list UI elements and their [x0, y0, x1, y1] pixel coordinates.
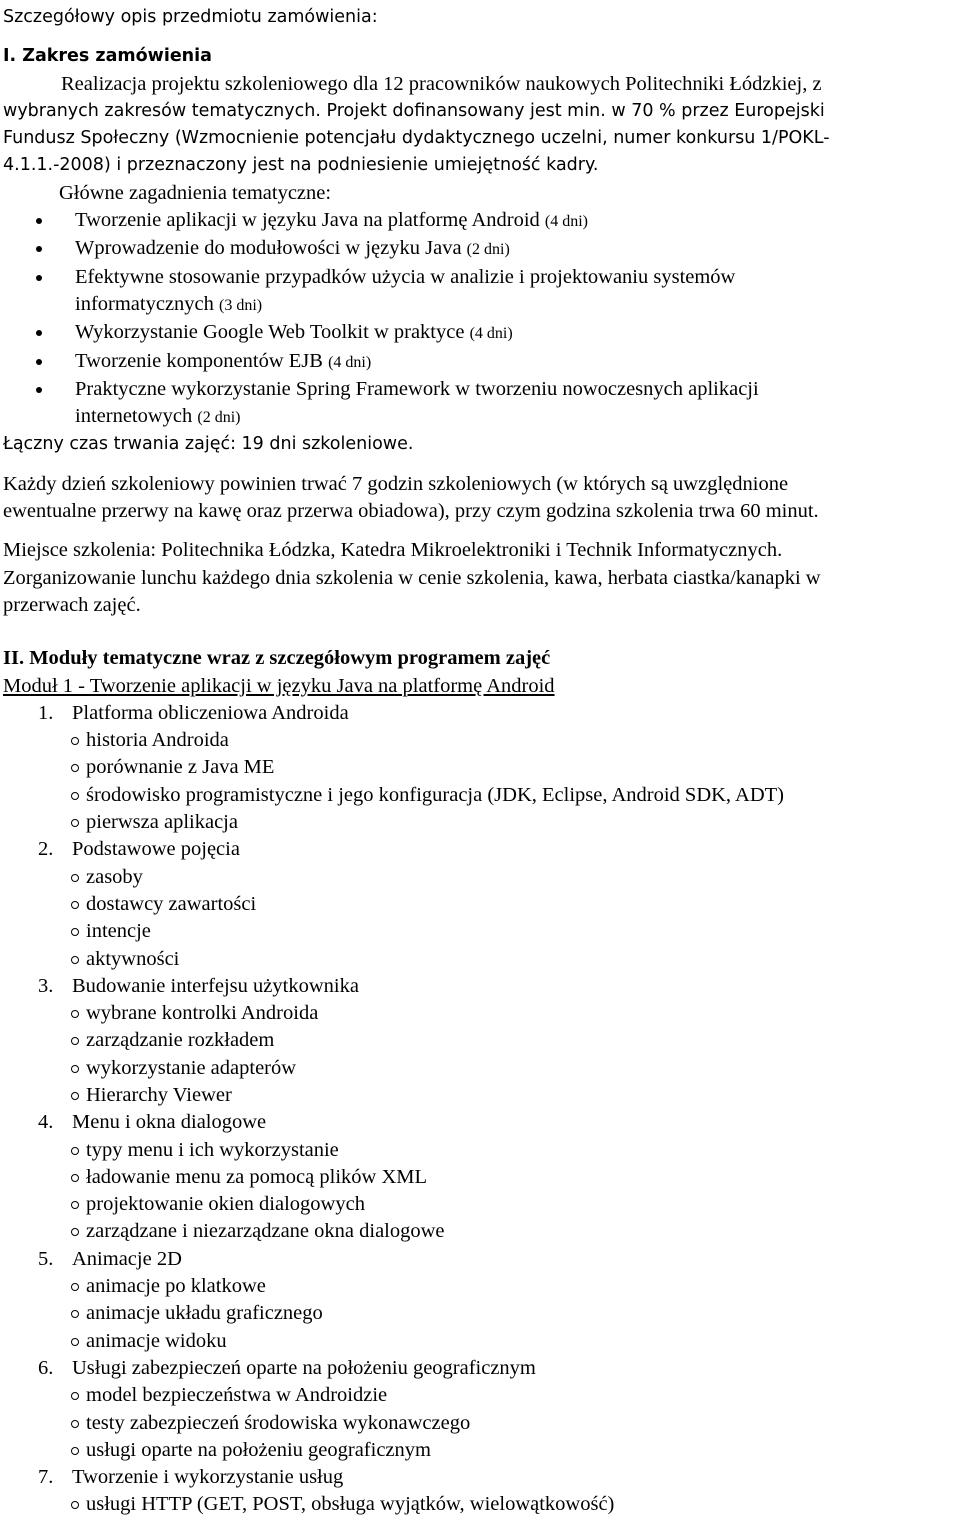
sub-item: zasoby: [3, 864, 957, 891]
intro-line: 4.1.1.-2008) i przeznaczony jest na podniesienie umiejętność kadry.: [3, 155, 599, 176]
sub-item: dostawcy zawartości: [3, 891, 957, 918]
sub-item: porównanie z Java ME: [3, 754, 957, 781]
module-program: [3, 700, 957, 1519]
sub-item: testy zabezpieczeń środowiska wykonawczego: [3, 1410, 957, 1437]
sub-item: aktywności: [3, 946, 957, 973]
sub-item: animacje układu graficznego: [3, 1300, 957, 1327]
list-item: Praktyczne wykorzystanie Spring Framework w tworzeniu nowoczesnych aplikacji internetowych (2 dni): [3, 376, 957, 432]
intro-line: wybranych zakresów tematycznych. Projekt dofinansowany jest min. w 70 % przez Europejski: [3, 100, 825, 121]
sub-item: intencje: [3, 918, 957, 945]
sub-item: animacje widoku: [3, 1328, 957, 1355]
sub-item: wybrane kontrolki Androida: [3, 1000, 957, 1027]
sub-item: ładowanie menu za pomocą plików XML: [3, 1164, 957, 1191]
list-item: Wykorzystanie Google Web Toolkit w praktyce (4 dni): [3, 319, 957, 347]
module-title: Moduł 1 - Tworzenie aplikacji w języku Java na platformę Android: [3, 674, 555, 697]
intro-line: Realizacja projektu szkoleniowego dla 12 pracowników naukowych Politechniki Łódzkiej, z: [61, 72, 822, 95]
sub-item: usługi HTTP (GET, POST, obsługa wyjątków, wielowątkowość): [3, 1491, 957, 1518]
list-item: Efektywne stosowanie przypadków użycia w analizie i projektowaniu systemów informatycznych (3 dni): [3, 264, 957, 320]
sub-item: typy menu i ich wykorzystanie: [3, 1137, 957, 1164]
numbered-item: 7. Tworzenie i wykorzystanie usług: [38, 1466, 344, 1489]
sub-item: Hierarchy Viewer: [3, 1082, 957, 1109]
sub-item: animacje po klatkowe: [3, 1273, 957, 1300]
section-2-title: II. Moduły tematyczne wraz z szczegółowym programem zajęć: [3, 647, 551, 670]
sub-item: wykorzystanie adapterów: [3, 1055, 957, 1082]
sub-item: projektowanie okien dialogowych: [3, 1191, 957, 1218]
sub-item: zarządzanie rozkładem: [3, 1027, 957, 1054]
location-paragraph: Miejsce szkolenia: Politechnika Łódzka, Katedra Mikroelektroniki i Technik Informatycznych. Zorganizowanie lunchu każdego dnia szkolenia w cenie szkolenia, kawa, herbata ciastka/kanapki w przerwach zajęć.: [3, 539, 821, 616]
numbered-item: 2. Podstawowe pojęcia: [38, 838, 240, 861]
total-duration: Łączny czas trwania zajęć: 19 dni szkoleniowe.: [3, 434, 414, 455]
list-item: Tworzenie aplikacji w języku Java na platformę Android (4 dni): [3, 207, 957, 235]
sub-item: usługi oparte na położeniu geograficznym: [3, 1437, 957, 1464]
sub-item: zarządzane i niezarządzane okna dialogowe: [3, 1218, 957, 1245]
numbered-item: 6. Usługi zabezpieczeń oparte na położeniu geograficznym: [38, 1356, 536, 1379]
list-item: Tworzenie komponentów EJB (4 dni): [3, 348, 957, 376]
topics-list: [3, 207, 957, 431]
numbered-item: 4. Menu i okna dialogowe: [38, 1111, 267, 1134]
list-item: Wprowadzenie do modułowości w języku Java (2 dni): [3, 235, 957, 263]
sub-item: historia Androida: [3, 727, 957, 754]
sub-item: model bezpieczeństwa w Androidzie: [3, 1382, 957, 1409]
section-1-title: I. Zakres zamówienia: [3, 46, 212, 67]
intro-line: Fundusz Społeczny (Wzmocnienie potencjału dydaktycznego uczelni, numer konkursu 1/POKL-: [3, 128, 830, 149]
schedule-paragraph: Każdy dzień szkoleniowy powinien trwać 7 godzin szkoleniowych (w których są uwzględnione ewentualne przerwy na kawę oraz przerwa obiadowa), przy czym godzina szkolenia trwa 60 minut.: [3, 472, 819, 523]
numbered-item: 5. Animacje 2D: [38, 1247, 182, 1270]
numbered-item: 1. Platforma obliczeniowa Androida: [38, 701, 349, 724]
sub-item: pierwsza aplikacja: [3, 809, 957, 836]
topics-label: Główne zagadnienia tematyczne:: [59, 181, 332, 204]
sub-item: środowisko programistyczne i jego konfiguracja (JDK, Eclipse, Android SDK, ADT): [3, 782, 957, 809]
page-heading: Szczegółowy opis przedmiotu zamówienia:: [3, 7, 378, 27]
numbered-item: 3. Budowanie interfejsu użytkownika: [38, 974, 359, 997]
document: [3, 4, 957, 1519]
